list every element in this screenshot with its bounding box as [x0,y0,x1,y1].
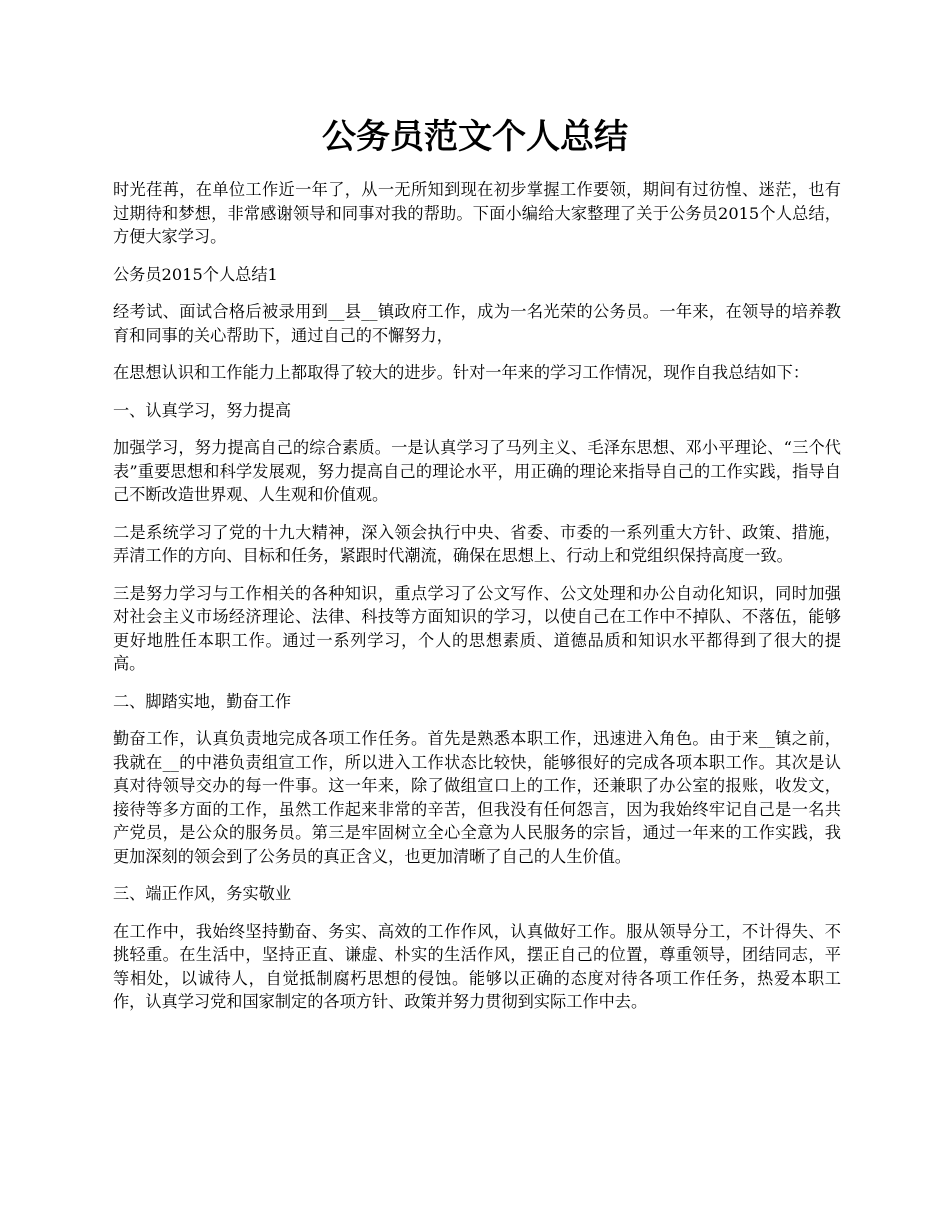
body-paragraph: 在工作中，我始终坚持勤奋、务实、高效的工作作风，认真做好工作。服从领导分工，不计得失、不挑轻重。在生活中，坚持正直、谦虚、朴实的生活作风，摆正自己的位置，尊重领导，团结同志，平等相处，以诚待人，自觉抵制腐朽思想的侵蚀。能够以正确的态度对待各项工作任务，热爱本职工作，认真学习党和国家制定的各项方针、政策并努力贯彻到实际工作中去。 [113,921,841,1011]
section-heading: 二、脚踏实地，勤奋工作 [113,691,292,711]
body-paragraph: 经考试、面试合格后被录用到__县__镇政府工作，成为一名光荣的公务员。一年来，在领导的培养教育和同事的关心帮助下，通过自己的不懈努力， [113,302,841,345]
section-heading: 一、认真学习，努力提高 [113,400,292,420]
body-paragraph: 三是努力学习与工作相关的各种知识，重点学习了公文写作、公文处理和办公自动化知识，同时加强对社会主义市场经济理论、法律、科技等方面知识的学习，以使自己在工作中不掉队、不落伍，能够更好地胜任本职工作。通过一系列学习，个人的思想素质、道德品质和知识水平都得到了很大的提高。 [113,583,841,673]
body-paragraph: 加强学习，努力提高自己的综合素质。一是认真学习了马列主义、毛泽东思想、邓小平理论、“三个代表”重要思想和科学发展观，努力提高自己的理论水平，用正确的理论来指导自己的工作实践，指导自己不断改造世界观、人生观和价值观。 [113,438,841,504]
document-title: 公务员范文个人总结 [322,117,628,157]
document-body [113,178,841,1028]
body-paragraph: 二是系统学习了党的十九大精神，深入领会执行中央、省委、市委的一系列重大方针、政策、措施，弄清工作的方向、目标和任务，紧跟时代潮流，确保在思想上、行动上和党组织保持高度一致。 [113,522,841,565]
section-heading: 公务员2015个人总结1 [113,264,278,284]
body-paragraph: 在思想认识和工作能力上都取得了较大的进步。针对一年来的学习工作情况，现作自我总结如下： [113,363,810,382]
section-heading: 三、端正作风，务实敬业 [113,884,292,903]
intro-paragraph: 时光荏苒，在单位工作近一年了，从一无所知到现在初步掌握工作要领，期间有过彷惶、迷茫，也有过期待和梦想，非常感谢领导和同事对我的帮助。下面小编给大家整理了关于公务员2015个人总结，方便大家学习。 [113,180,841,246]
body-paragraph: 勤奋工作，认真负责地完成各项工作任务。首先是熟悉本职工作，迅速进入角色。由于来__镇之前，我就在__的中港负责组宣工作，所以进入工作状态比较快，能够很好的完成各项本职工作。其次是认真对待领导交办的每一件事。这一年来，除了做组宣口上的工作，还兼职了办公室的报账，收发文，接待等多方面的工作，虽然工作起来非常的辛苦，但我没有任何怨言，因为我始终牢记自己是一名共产党员，是公众的服务员。第三是牢固树立全心全意为人民服务的宗旨，通过一年来的工作实践，我更加深刻的领会到了公务员的真正含义，也更加清晰了自己的人生价值。 [113,729,841,866]
